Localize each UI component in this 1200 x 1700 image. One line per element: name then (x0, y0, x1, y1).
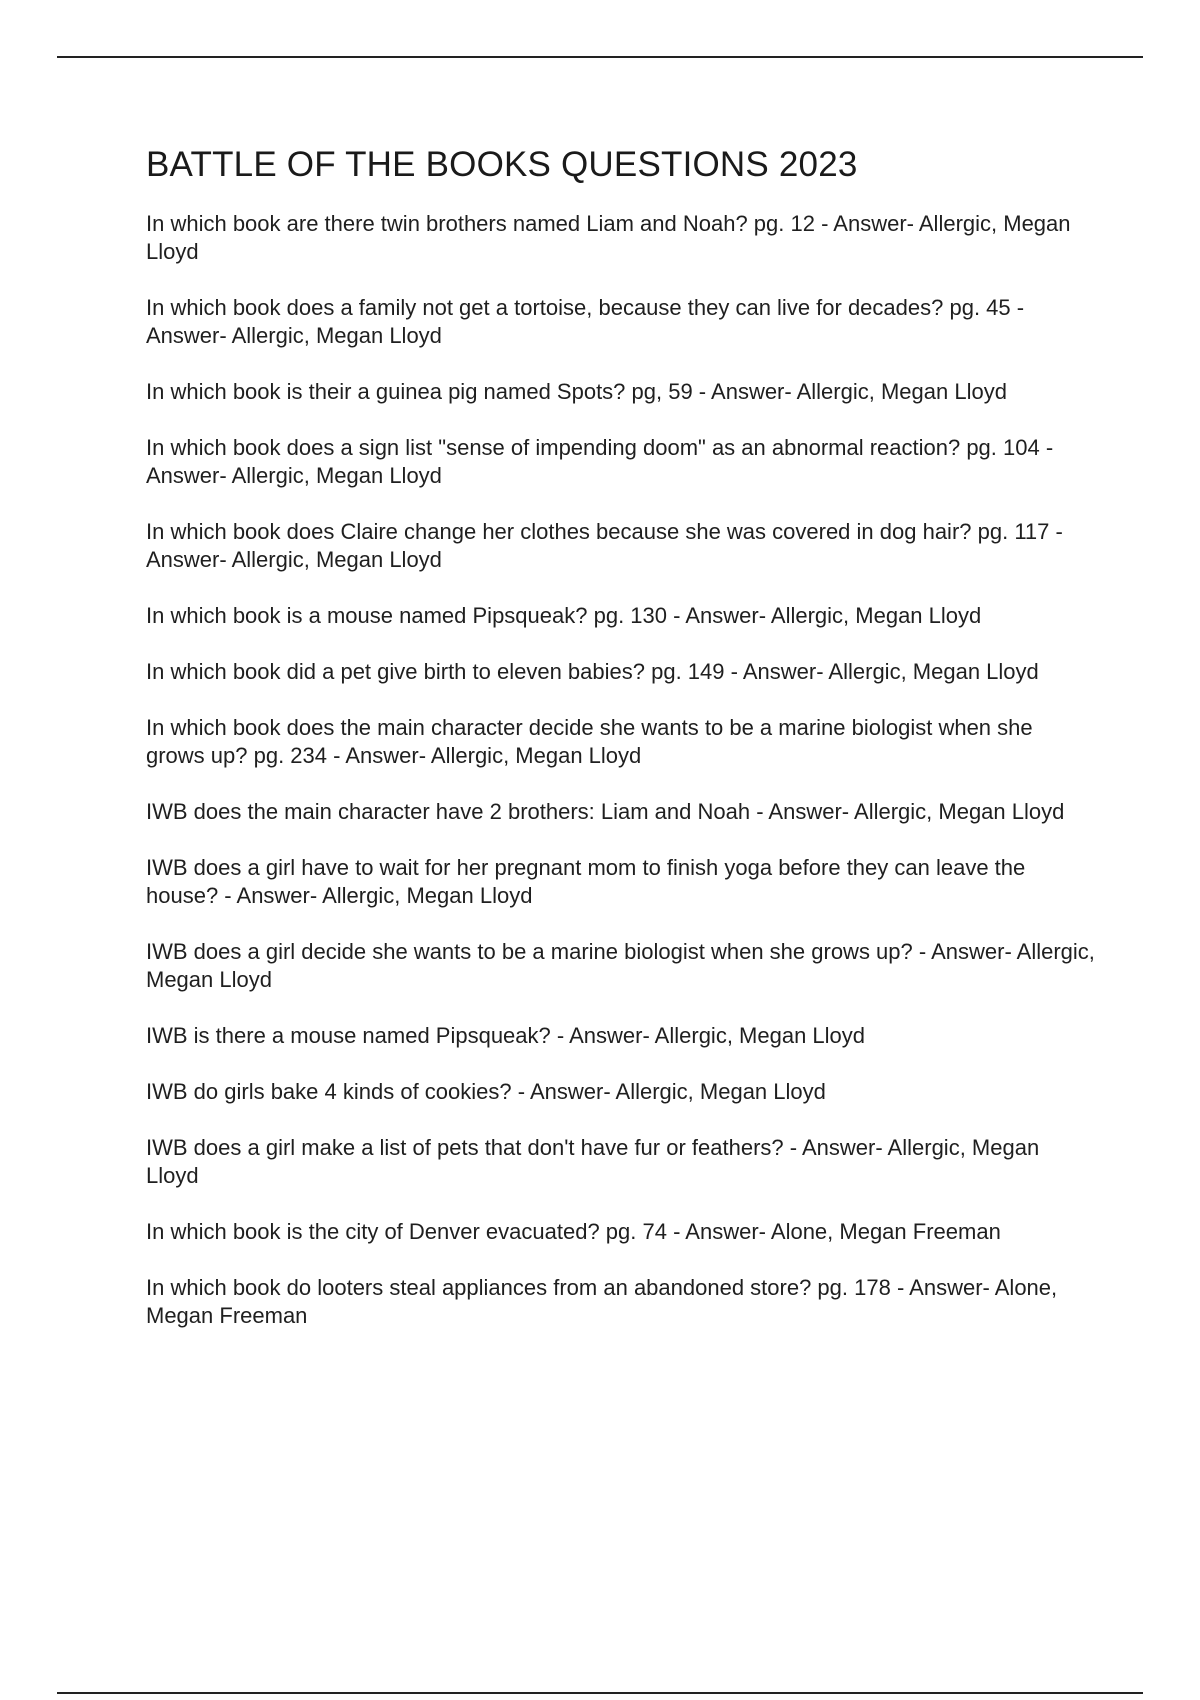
question-item: In which book did a pet give birth to eleven babies? pg. 149 - Answer- Allergic, Megan Lloyd (146, 659, 1039, 684)
question-item: In which book is the city of Denver evacuated? pg. 74 - Answer- Alone, Megan Freeman (146, 1219, 1001, 1244)
question-list (146, 210, 1096, 1330)
question-item: In which book is their a guinea pig named Spots? pg, 59 - Answer- Allergic, Megan Lloyd (146, 379, 1007, 404)
question-item: In which book is a mouse named Pipsqueak? pg. 130 - Answer- Allergic, Megan Lloyd (146, 603, 982, 628)
top-divider (57, 56, 1143, 58)
question-item: In which book are there twin brothers named Liam and Noah? pg. 12 - Answer- Allergic, Megan Lloyd (146, 211, 1071, 264)
bottom-divider (57, 1692, 1143, 1694)
question-item: In which book does a family not get a tortoise, because they can live for decades? pg. 45 - Answer- Allergic, Megan Lloyd (146, 295, 1025, 348)
question-item: IWB does a girl decide she wants to be a marine biologist when she grows up? - Answer- Allergic, Megan Lloyd (146, 939, 1095, 992)
question-item: IWB is there a mouse named Pipsqueak? - Answer- Allergic, Megan Lloyd (146, 1023, 866, 1048)
question-item: In which book does the main character decide she wants to be a marine biologist when she grows up? pg. 234 - Answer- Allergic, Megan Lloyd (146, 715, 1033, 768)
document-body (146, 142, 1096, 1358)
question-item: In which book do looters steal appliances from an abandoned store? pg. 178 - Answer- Alone, Megan Freeman (146, 1275, 1058, 1328)
page-title: BATTLE OF THE BOOKS QUESTIONS 2023 (146, 145, 858, 184)
question-item: IWB does the main character have 2 brothers: Liam and Noah - Answer- Allergic, Megan Lloyd (146, 799, 1065, 824)
question-item: IWB does a girl have to wait for her pregnant mom to finish yoga before they can leave the house? - Answer- Allergic, Megan Lloyd (146, 855, 1026, 908)
question-item: IWB do girls bake 4 kinds of cookies? - Answer- Allergic, Megan Lloyd (146, 1079, 826, 1104)
question-item: In which book does Claire change her clothes because she was covered in dog hair? pg. 117 - Answer- Allergic, Megan Lloyd (146, 519, 1063, 572)
question-item: In which book does a sign list "sense of impending doom" as an abnormal reaction? pg. 104 - Answer- Allergic, Megan Lloyd (146, 435, 1054, 488)
question-item: IWB does a girl make a list of pets that don't have fur or feathers? - Answer- Allergic, Megan Lloyd (146, 1135, 1040, 1188)
